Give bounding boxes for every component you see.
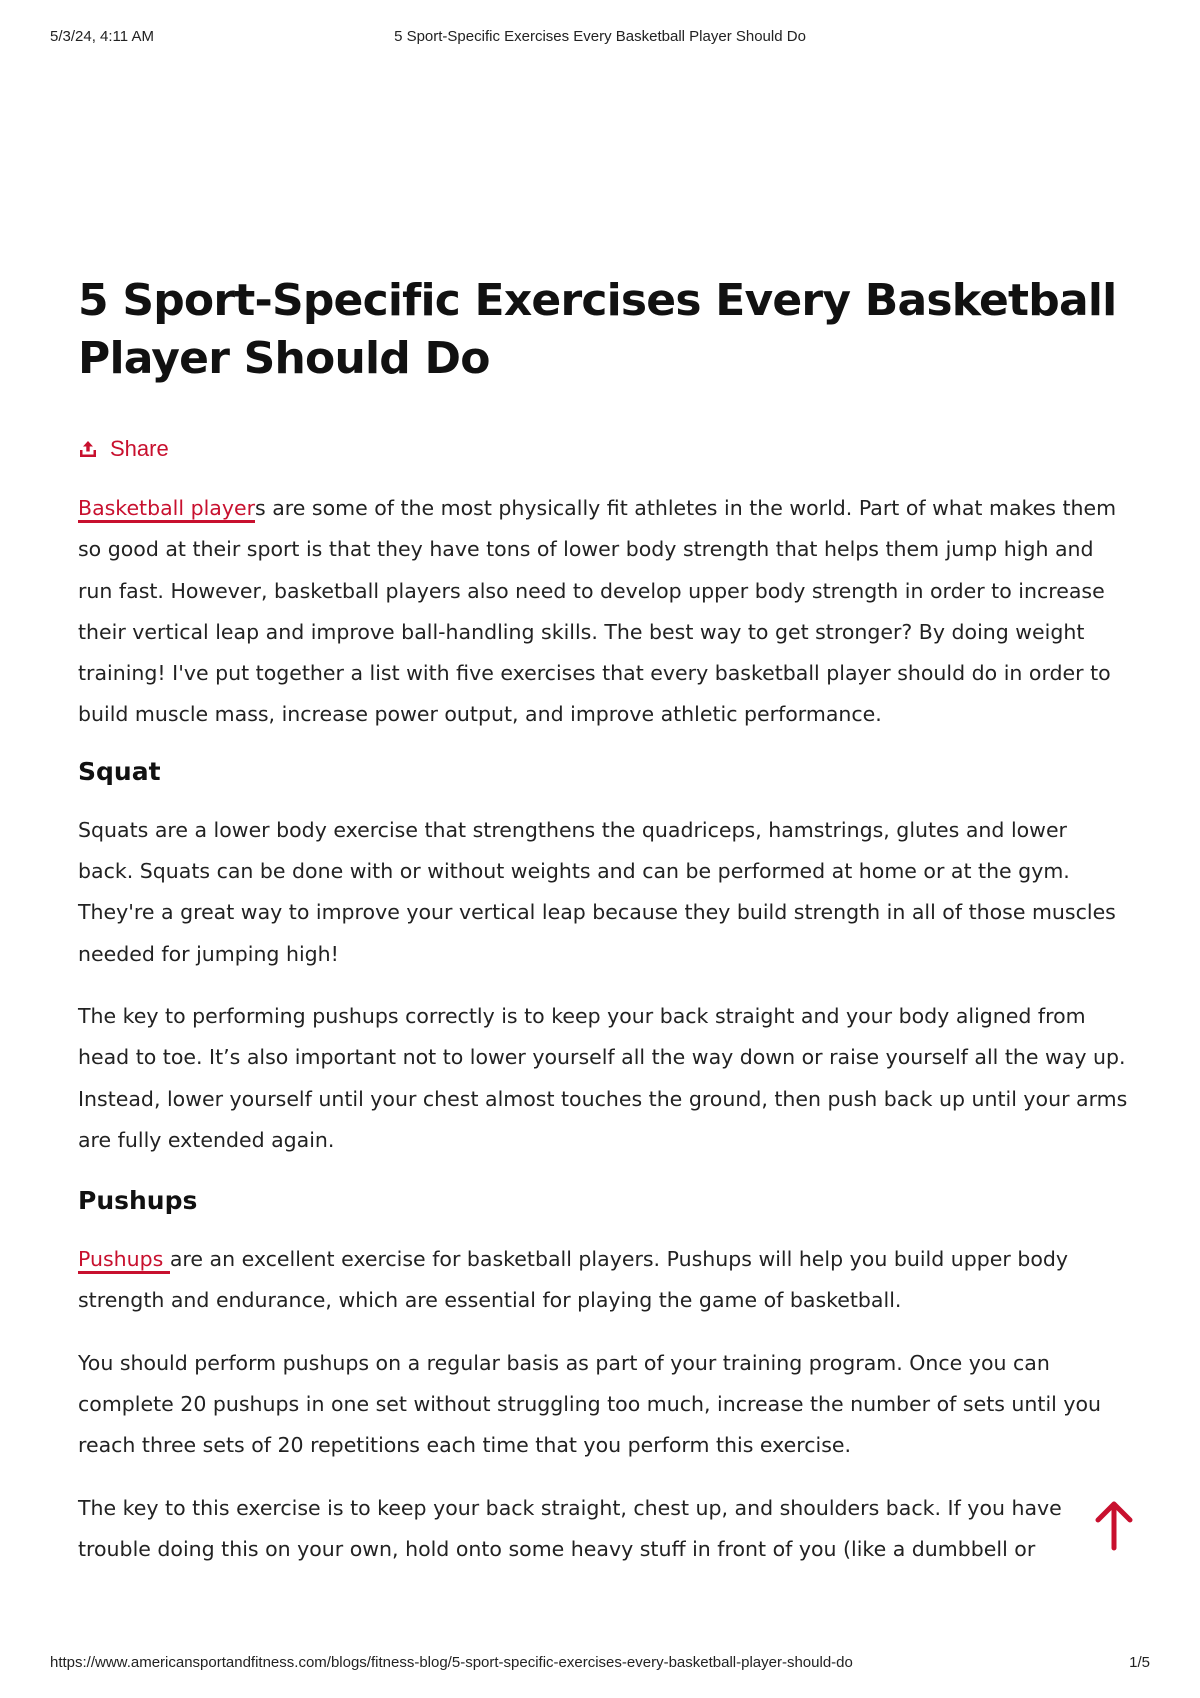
- arrow-up-icon: [1092, 1537, 1136, 1556]
- print-doc-title: 5 Sport-Specific Exercises Every Basketball Player Should Do: [394, 28, 806, 45]
- pushups-paragraph-2: You should perform pushups on a regular basis as part of your training program. Once you can complete 20 pushups in one set without struggling too much, increase the number of sets until you reach three sets of 20 repetitions each time that you perform this exercise.: [78, 1350, 1102, 1458]
- squat-paragraph-2: The key to performing pushups correctly is to keep your back straight and your body aligned from head to toe. It’s also important not to lower yourself all the way down or raise yourself all the way up. Instead, lower yourself until your chest almost touches the ground, then push back up until your arms are fully extended again.: [78, 1003, 1128, 1152]
- share-icon: [78, 439, 98, 459]
- print-date: 5/3/24, 4:11 AM: [50, 28, 154, 45]
- back-to-top-button[interactable]: [1092, 1500, 1136, 1552]
- squat-paragraph-1: Squats are a lower body exercise that strengthens the quadriceps, hamstrings, glutes and lower back. Squats can be done with or without weights and can be performed at home or at the gym. They're a great way to improve your vertical leap because they build strength in all of those muscles needed for jumping high!: [78, 817, 1116, 966]
- page-number: 1/5: [1129, 1654, 1150, 1671]
- article: [78, 272, 1128, 1570]
- intro-text: s are some of the most physically fit athletes in the world. Part of what makes them so good at their sport is that they have tons of lower body strength that helps them jump high and run fast. However, basketball players also need to develop upper body strength in order to increase their vertical leap and improve ball-handling skills. The best way to get stronger? By doing weight training! I've put together a list with five exercises that every basketball player should do in order to build muscle mass, increase power output, and improve athletic performance.: [78, 496, 1117, 727]
- pushups-paragraph-3: The key to this exercise is to keep your back straight, chest up, and shoulders back. If you have trouble doing this on your own, hold onto some heavy stuff in front of you (like a dumbbell or: [78, 1495, 1062, 1561]
- pushups-link[interactable]: Pushups: [78, 1247, 170, 1274]
- intro-paragraph: [78, 488, 1128, 736]
- section-heading-squat: Squat: [78, 756, 161, 786]
- article-title: 5 Sport-Specific Exercises Every Basketball Player Should Do: [78, 275, 1117, 384]
- print-footer: [50, 1654, 1150, 1674]
- share-label: Share: [110, 436, 169, 461]
- basketball-player-link[interactable]: Basketball player: [78, 496, 255, 523]
- print-header: [50, 28, 1150, 48]
- share-button[interactable]: [78, 436, 198, 462]
- pushups-paragraph-1-text: are an excellent exercise for basketball players. Pushups will help you build upper body strength and endurance, which are essential for playing the game of basketball.: [78, 1247, 1069, 1313]
- print-url: https://www.americansportandfitness.com/blogs/fitness-blog/5-sport-specific-exercises-every-basketball-player-should-do: [50, 1654, 853, 1671]
- pushups-paragraph-1: [78, 1239, 1128, 1322]
- section-heading-pushups: Pushups: [78, 1186, 198, 1216]
